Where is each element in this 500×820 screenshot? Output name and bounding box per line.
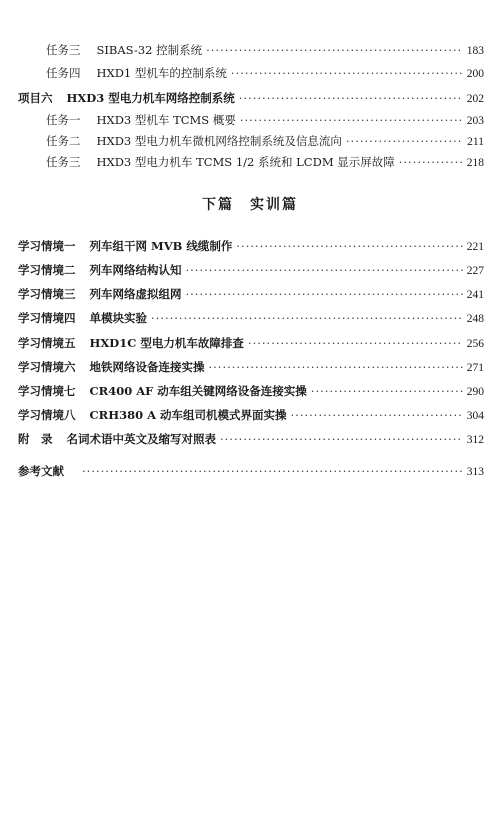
toc-entry-title: CRH380 A 动车组司机模式界面实操 (89, 408, 287, 422)
toc-entry-label: 任务二 (46, 134, 81, 148)
toc-entry-page: 248 (466, 313, 484, 325)
toc-entry-page: 218 (466, 157, 484, 169)
dot-leader (240, 110, 463, 130)
toc-chapter-entry (18, 381, 484, 401)
dot-leader (151, 308, 463, 328)
toc-entry-title: HXD3 型机车 TCMS 概要 (96, 113, 236, 127)
toc-entry (46, 110, 484, 130)
toc-entry (46, 131, 484, 151)
dot-leader (346, 131, 463, 151)
toc-appendix-entry (18, 429, 484, 449)
toc-entry-label: 附 录 (18, 432, 53, 446)
toc-chapter-entry (18, 236, 484, 256)
dot-leader (291, 405, 463, 425)
section-heading: 下篇 实训篇 (202, 197, 298, 213)
toc-entry-label: 项目六 (18, 91, 53, 105)
dot-leader (82, 461, 463, 481)
dot-leader (239, 88, 463, 108)
toc-entry-page: 227 (466, 265, 484, 277)
dot-leader (209, 357, 463, 377)
dot-leader (311, 381, 463, 401)
toc-entry-page: 202 (466, 93, 484, 105)
toc-entry-title: HXD1C 型电力机车故障排查 (89, 336, 244, 350)
toc-entry-title: CR400 AF 动车组关键网络设备连接实操 (89, 384, 307, 398)
toc-entry (46, 63, 484, 83)
toc-references-entry (18, 461, 484, 481)
toc-entry-page: 183 (466, 45, 484, 57)
toc-entry-label: 任务四 (46, 66, 81, 80)
toc-entry-label: 学习情境二 (18, 263, 76, 277)
toc-entry-label: 学习情境七 (18, 384, 76, 398)
toc-entry-label: 学习情境六 (18, 360, 76, 374)
toc-entry-title: 列车组干网 MVB 线缆制作 (89, 239, 233, 253)
toc-entry-page: 200 (466, 68, 484, 80)
toc-entry-label: 学习情境八 (18, 408, 76, 422)
dot-leader (231, 63, 463, 83)
toc-entry-title: HXD3 型电力机车微机网络控制系统及信息流向 (96, 134, 342, 148)
toc-entry-title: 单模块实验 (89, 311, 147, 325)
toc-chapter-entry (18, 260, 484, 280)
toc-entry (46, 152, 484, 172)
toc-entry-page: 256 (466, 338, 484, 350)
toc-entry-label: 参考文献 (18, 464, 64, 478)
toc-chapter-entry (18, 333, 484, 353)
toc-entry-page: 203 (466, 115, 484, 127)
toc-chapter-entry (18, 308, 484, 328)
toc-entry-title: SIBAS-32 控制系统 (96, 43, 203, 57)
toc-entry-label: 任务三 (46, 43, 81, 57)
toc-entry-label: 学习情境一 (18, 239, 76, 253)
toc-entry-title: 列车网络虚拟组网 (89, 287, 182, 301)
toc-entry-label: 学习情境三 (18, 287, 76, 301)
dot-leader (186, 284, 463, 304)
toc-entry-title: HXD3 型电力机车网络控制系统 (66, 91, 235, 105)
toc-entry-page: 241 (466, 289, 484, 301)
dot-leader (186, 260, 463, 280)
toc-entry-label: 任务三 (46, 155, 81, 169)
toc-entry-title: 名词术语中英文及缩写对照表 (66, 432, 216, 446)
toc-project-entry (18, 88, 484, 108)
dot-leader (236, 236, 462, 256)
toc-entry-page: 290 (466, 386, 484, 398)
toc-entry-page: 271 (466, 362, 484, 374)
toc-entry-title: 地铁网络设备连接实操 (89, 360, 205, 374)
toc-entry-title: HXD3 型电力机车 TCMS 1/2 系统和 LCDM 显示屏故障 (96, 155, 395, 169)
toc-entry-label: 任务一 (46, 113, 81, 127)
toc-entry-page: 312 (466, 434, 484, 446)
toc-chapter-entry (18, 357, 484, 377)
dot-leader (248, 333, 463, 353)
toc-entry-page: 304 (466, 410, 484, 422)
toc-entry-page: 313 (466, 466, 484, 478)
toc-entry (46, 40, 484, 60)
dot-leader (399, 152, 463, 172)
toc-entry-label: 学习情境四 (18, 311, 76, 325)
toc-chapter-entry (18, 284, 484, 304)
toc-chapter-entry (18, 405, 484, 425)
toc-entry-page: 221 (466, 241, 484, 253)
toc-entry-page: 211 (467, 136, 484, 148)
toc-entry-title: HXD1 型机车的控制系统 (96, 66, 227, 80)
toc-entry-title: 列车网络结构认知 (89, 263, 182, 277)
toc-entry-label: 学习情境五 (18, 336, 76, 350)
dot-leader (206, 40, 463, 60)
dot-leader (220, 429, 463, 449)
